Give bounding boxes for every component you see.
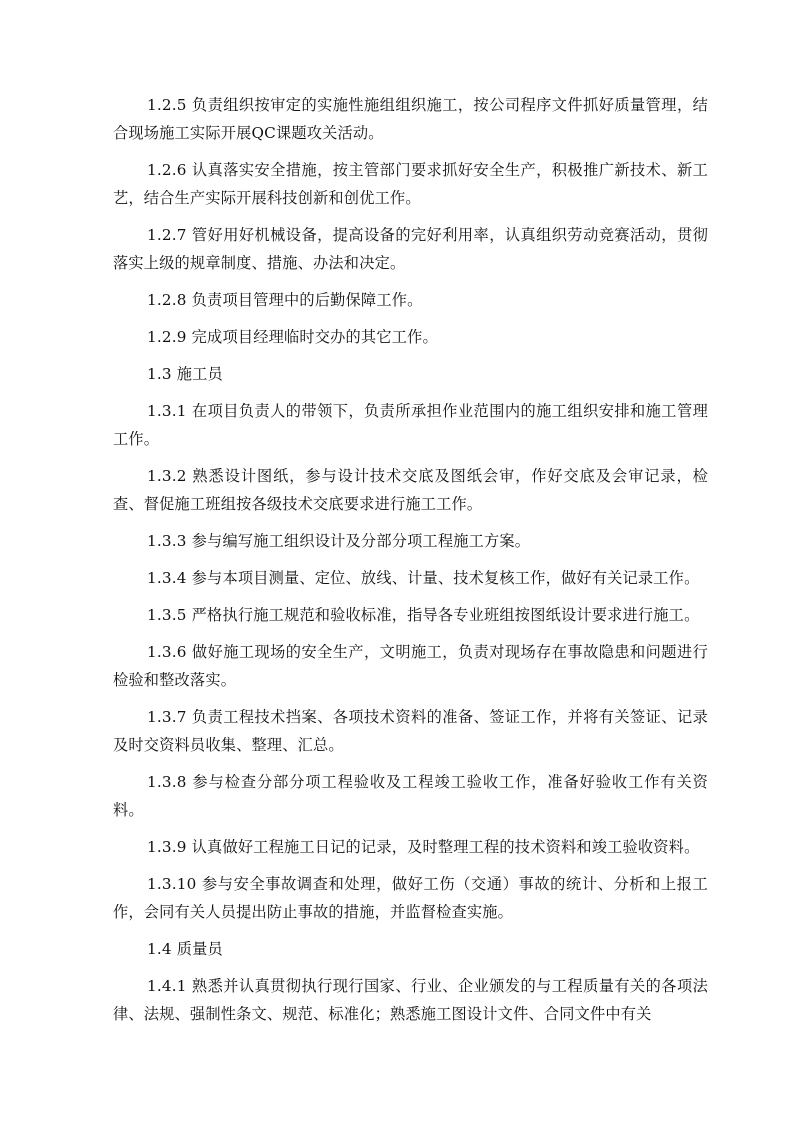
paragraph-1-2-8: 1.2.8 负责项目管理中的后勤保障工作。 [147, 291, 423, 309]
paragraph-1-3-5: 1.3.5 严格执行施工规范和验收标准，指导各专业班组按图纸设计要求进行施工。 [147, 606, 700, 624]
paragraph-1-3-1: 1.3.1 在项目负责人的带领下，负责所承担作业范围内的施工组织安排和施工管理工作。 [113, 402, 708, 448]
paragraph-1-3-10: 1.3.10 参与安全事故调查和处理，做好工伤（交通）事故的统计、分析和上报工作，会同有关人员提出防止事故的措施，并监督检查实施。 [113, 875, 708, 921]
paragraph-1-3-4: 1.3.4 参与本项目测量、定位、放线、计量、技术复核工作，做好有关记录工作。 [147, 569, 700, 587]
section-heading-1-3: 1.3 施工员 [147, 365, 223, 383]
paragraph-1-3-6: 1.3.6 做好施工现场的安全生产，文明施工，负责对现场存在事故隐患和问题进行检验和整改落实。 [113, 643, 708, 689]
paragraph-1-3-7: 1.3.7 负责工程技术挡案、各项技术资料的准备、签证工作，并将有关签证、记录及时交资料员收集、整理、汇总。 [113, 708, 708, 754]
paragraph-1-2-9: 1.2.9 完成项目经理临时交办的其它工作。 [147, 328, 438, 346]
paragraph-1-3-3: 1.3.3 参与编写施工组织设计及分部分项工程施工方案。 [147, 532, 531, 550]
paragraph-1-3-9: 1.3.9 认真做好工程施工日记的记录，及时整理工程的技术资料和竣工验收资料。 [147, 838, 700, 856]
paragraph-1-3-2: 1.3.2 熟悉设计图纸，参与设计技术交底及图纸会审，作好交底及会审记录，检查、督促施工班组按各级技术交底要求进行施工工作。 [113, 467, 708, 513]
paragraph-1-2-7: 1.2.7 管好用好机械设备，提高设备的完好利用率，认真组织劳动竞赛活动，贯彻落实上级的规章制度、措施、办法和决定。 [113, 226, 708, 272]
paragraph-1-3-8: 1.3.8 参与检查分部分项工程验收及工程竣工验收工作，准备好验收工作有关资料。 [113, 773, 708, 819]
section-heading-1-4: 1.4 质量员 [147, 940, 223, 958]
paragraph-1-2-5: 1.2.5 负责组织按审定的实施性施组组织施工，按公司程序文件抓好质量管理，结合现场施工实际开展QC课题攻关活动。 [113, 96, 708, 142]
paragraph-1-4-1: 1.4.1 熟悉并认真贯彻执行现行国家、行业、企业颁发的与工程质量有关的各项法律、法规、强制性条文、规范、标准化；熟悉施工图设计文件、合同文件中有关 [113, 977, 708, 1023]
paragraph-1-2-6: 1.2.6 认真落实安全措施，按主管部门要求抓好安全生产，积极推广新技术、新工艺，结合生产实际开展科技创新和创优工作。 [113, 161, 708, 207]
document-body [113, 91, 708, 1037]
